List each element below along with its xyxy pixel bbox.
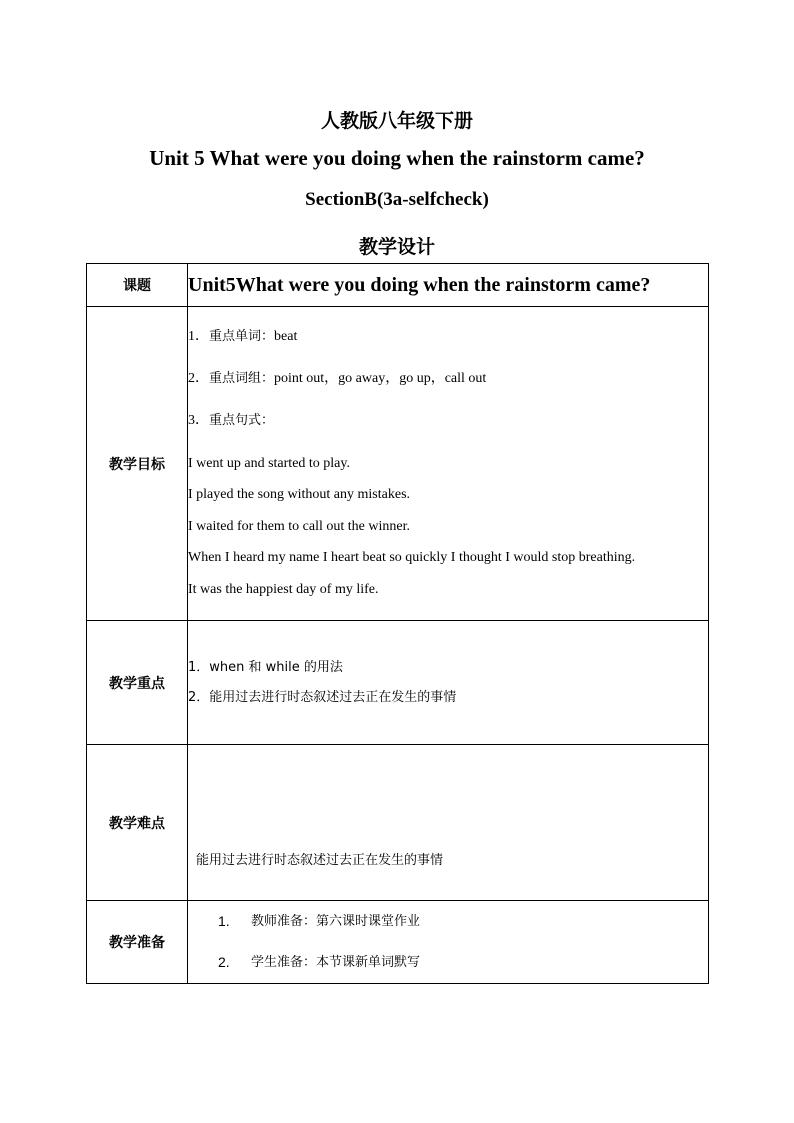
- objective-item: [188, 364, 708, 406]
- objective-value: point out，go away，go up，call out: [274, 370, 487, 386]
- objective-num: 3．: [188, 412, 209, 428]
- preparation-text: 学生准备：本节课新单词默写: [251, 955, 421, 970]
- sentence-item: It was the happiest day of my life.: [188, 581, 379, 597]
- label-preparation: 教学准备: [87, 901, 188, 984]
- preparation-num: 1.: [218, 913, 230, 929]
- row-difficulties: [87, 745, 709, 901]
- preparation-text: 教师准备：第六课时课堂作业: [251, 914, 421, 929]
- label-objectives: 教学目标: [87, 307, 188, 621]
- sentence-item: I played the song without any mistakes.: [188, 487, 411, 503]
- doc-title-design: 教学设计: [358, 236, 435, 258]
- label-difficulties: 教学难点: [87, 745, 188, 901]
- key-points-content: [188, 621, 709, 745]
- row-key-points: [87, 621, 709, 745]
- objective-label: 重点词组：: [209, 370, 275, 386]
- objective-label: 重点句式：: [209, 412, 275, 428]
- doc-title-section: SectionB(3a-selfcheck): [305, 189, 489, 210]
- sentence-item: When I heard my name I heart beat so quickly I thought I would stop breathing.: [188, 550, 636, 566]
- sentence-item: I went up and started to play.: [188, 455, 350, 471]
- label-key-points: 教学重点: [87, 621, 188, 745]
- objectives-content: [188, 307, 709, 621]
- objective-value: beat: [274, 328, 298, 344]
- difficulties-content: 能用过去进行时态叙述过去正在发生的事情: [188, 745, 709, 901]
- objective-num: 1．: [188, 328, 209, 344]
- objective-label: 重点单词：: [209, 328, 275, 344]
- preparation-num: 2.: [218, 954, 230, 970]
- topic-value: Unit5What were you doing when the rainstorm came?: [188, 264, 709, 307]
- key-point-item: 1．when 和 while 的用法: [188, 659, 343, 675]
- label-topic: 课题: [87, 264, 188, 307]
- objective-num: 2．: [188, 370, 209, 386]
- objective-item: [188, 322, 708, 364]
- preparation-content: [188, 901, 709, 984]
- row-preparation: [87, 901, 709, 984]
- doc-title-textbook: 人教版八年级下册: [320, 110, 473, 132]
- preparation-item: [188, 942, 708, 983]
- doc-title-unit: Unit 5 What were you doing when the rainstorm came?: [149, 146, 645, 170]
- lesson-plan-table: [86, 263, 709, 984]
- preparation-item: [188, 901, 708, 942]
- row-topic: [87, 264, 709, 307]
- sentence-item: I waited for them to call out the winner.: [188, 518, 410, 534]
- objective-item: [188, 406, 708, 448]
- key-point-item: 2．能用过去进行时态叙述过去正在发生的事情: [188, 689, 457, 705]
- row-objectives: [87, 307, 709, 621]
